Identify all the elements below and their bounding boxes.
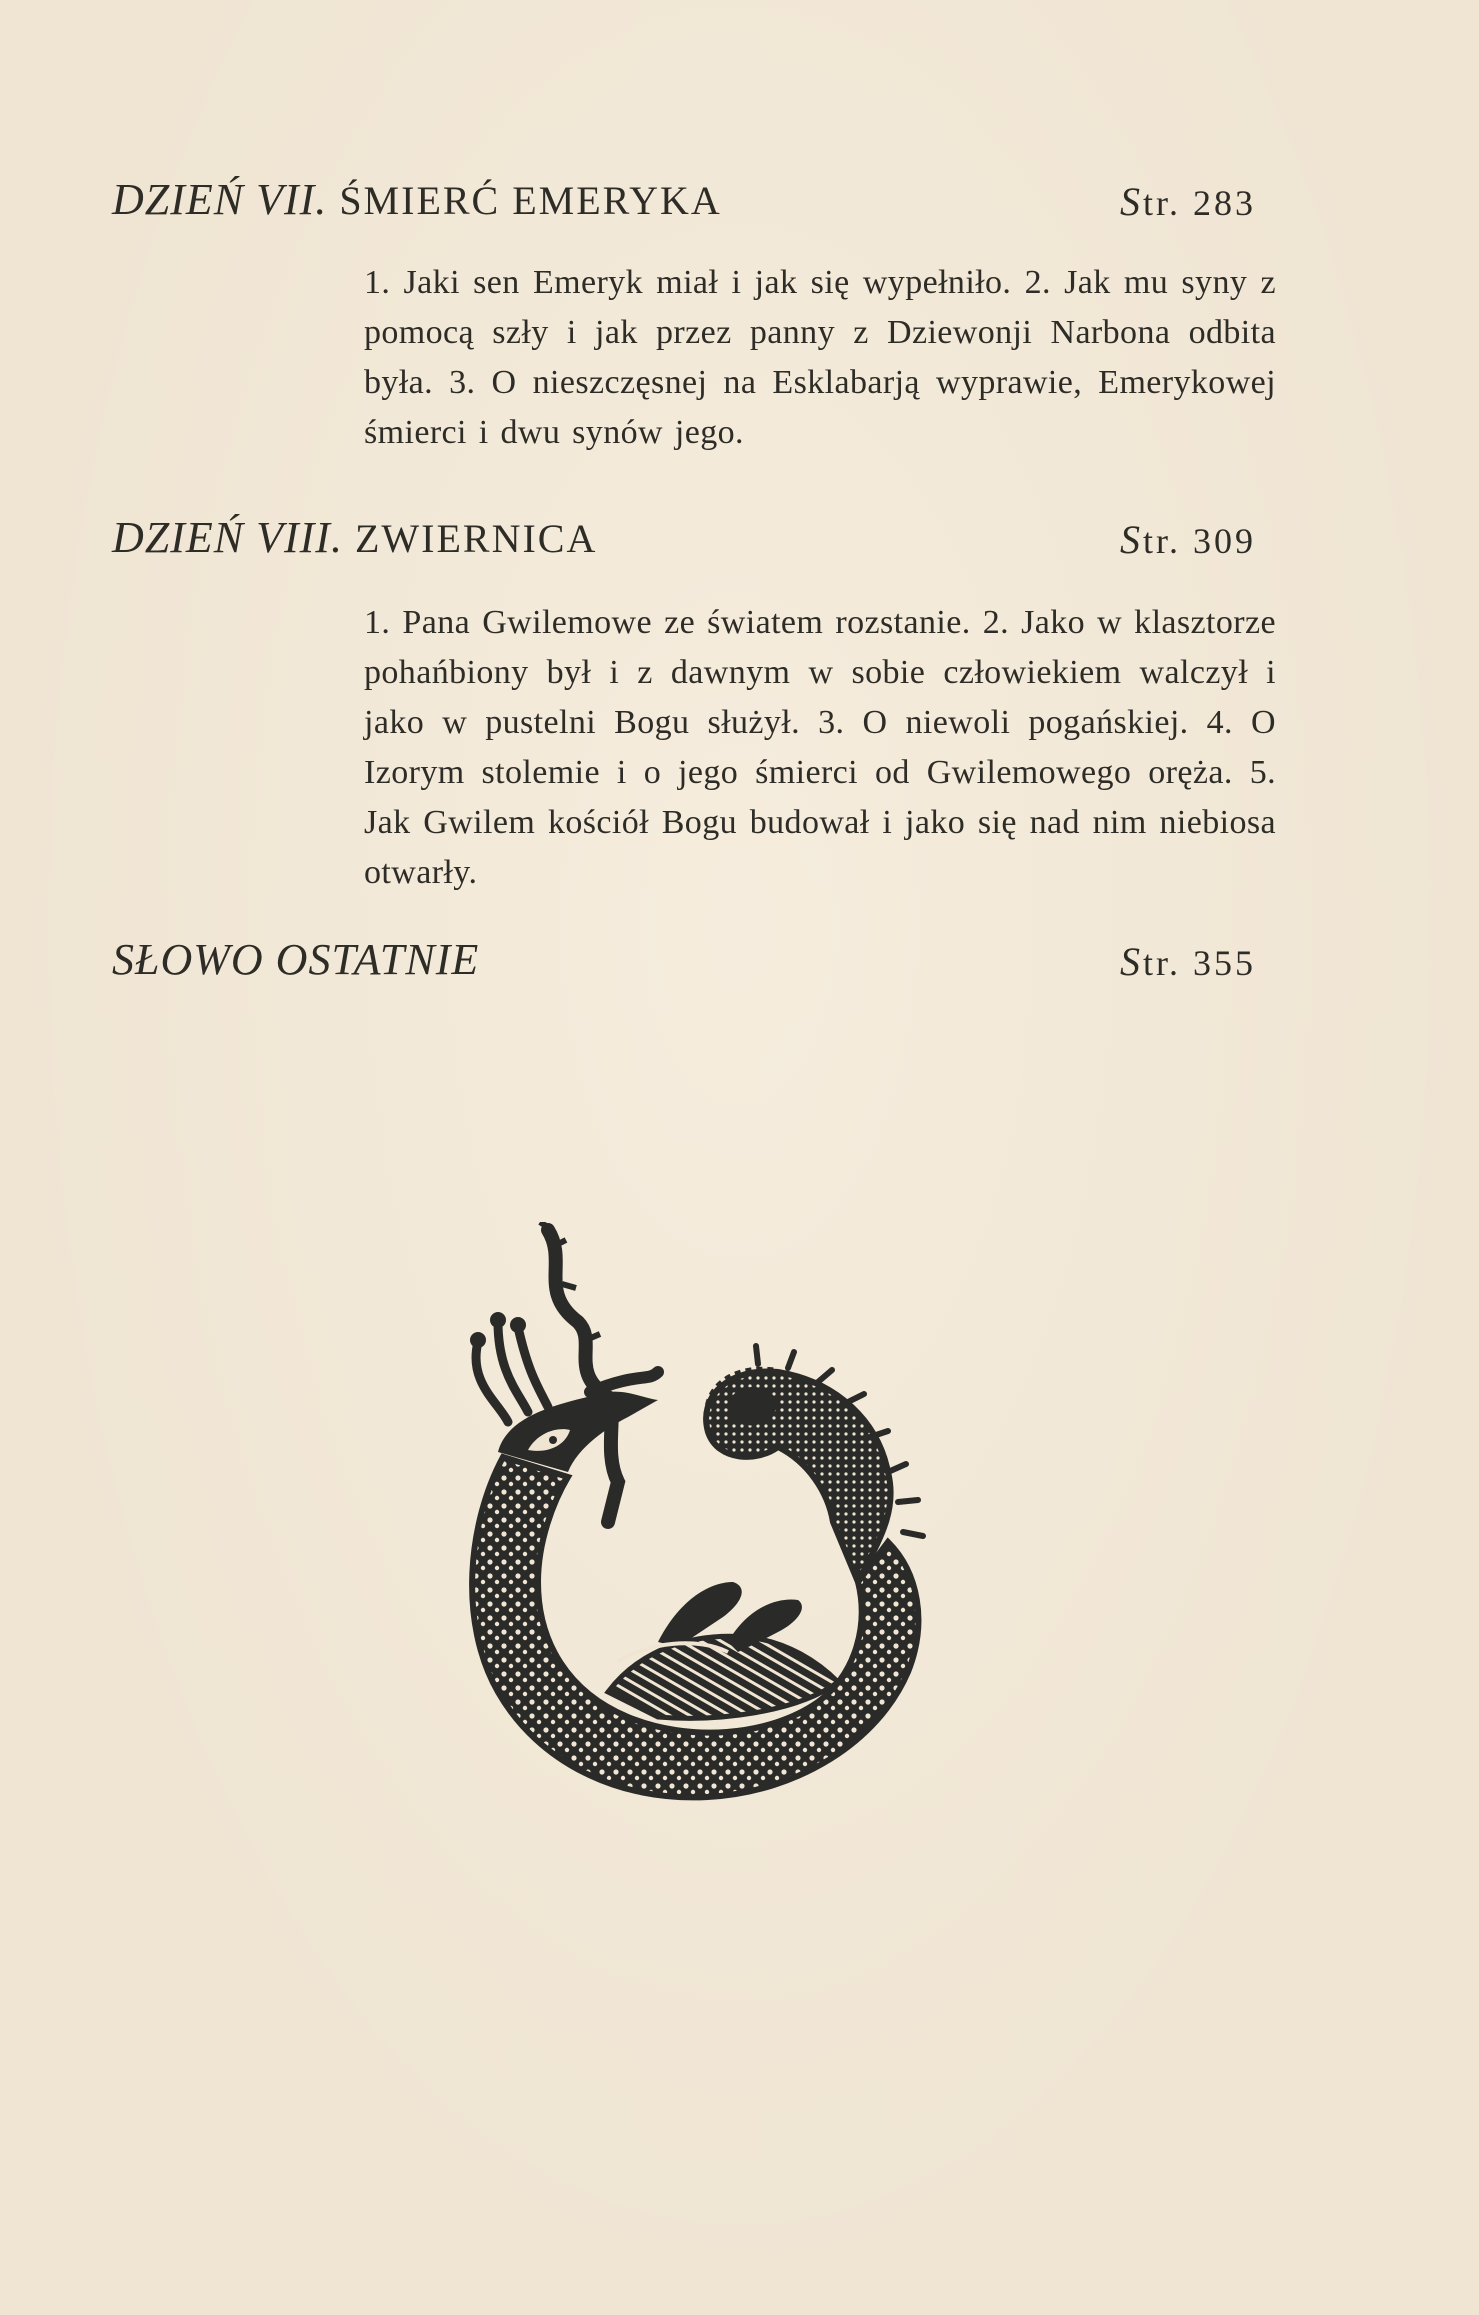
toc-entry-header — [0, 174, 1479, 238]
page-ref-prefix: S — [1120, 179, 1143, 224]
page-ref-prefix: S — [1120, 517, 1143, 562]
chapter-name: ŚMIERĆ EMERYKA — [339, 178, 722, 223]
page-reference — [1120, 938, 1256, 985]
peacock-ornament-icon — [458, 1222, 938, 1822]
chapter-title — [112, 934, 479, 985]
chapter-summary: 1. Pana Gwilemowe ze światem rozstanie. 2. Jako w klasztorze pohańbiony był i z dawnym w sobie człowiekiem walczył i jako w pustelni Bogu służył. 3. O niewoli pogańskiej. 4. O Izorym stolemie i o jego śmierci od Gwilemowego oręża. 5. Jak Gwilem kościół Bogu budował i jako się nad nim niebiosa otwarły. — [364, 604, 1276, 891]
page-reference — [1120, 516, 1256, 563]
chapter-title — [112, 174, 722, 225]
chapter-label: DZIEŃ VII. — [112, 175, 328, 224]
toc-entry-day-8 — [0, 512, 1479, 891]
page-ref-suffix: tr. — [1143, 183, 1182, 223]
page-ref-prefix: S — [1120, 939, 1143, 984]
page-ref-suffix: tr. — [1143, 521, 1182, 561]
page-reference — [1120, 178, 1256, 225]
chapter-label: SŁOWO OSTATNIE — [112, 935, 480, 984]
page-number: 283 — [1193, 183, 1257, 223]
toc-entry-header — [0, 934, 1479, 998]
chapter-name: ZWIERNICA — [354, 516, 598, 561]
toc-entry-day-7 — [0, 174, 1479, 451]
chapter-label: DZIEŃ VIII. — [112, 513, 343, 562]
page-number: 309 — [1193, 521, 1257, 561]
chapter-title — [112, 512, 597, 563]
toc-entry-header — [0, 512, 1479, 576]
chapter-summary: 1. Jaki sen Emeryk miał i jak się wypełniło. 2. Jak mu syny z pomocą szły i jak przez panny z Dziewonji Narbona odbita była. 3. O nieszczęsnej na Esklabarją wyprawie, Emerykowej śmierci i dwu synów jego. — [364, 264, 1276, 451]
toc-entry-epilogue — [0, 934, 1479, 998]
page-number: 355 — [1193, 943, 1257, 983]
page-ref-suffix: tr. — [1143, 943, 1182, 983]
